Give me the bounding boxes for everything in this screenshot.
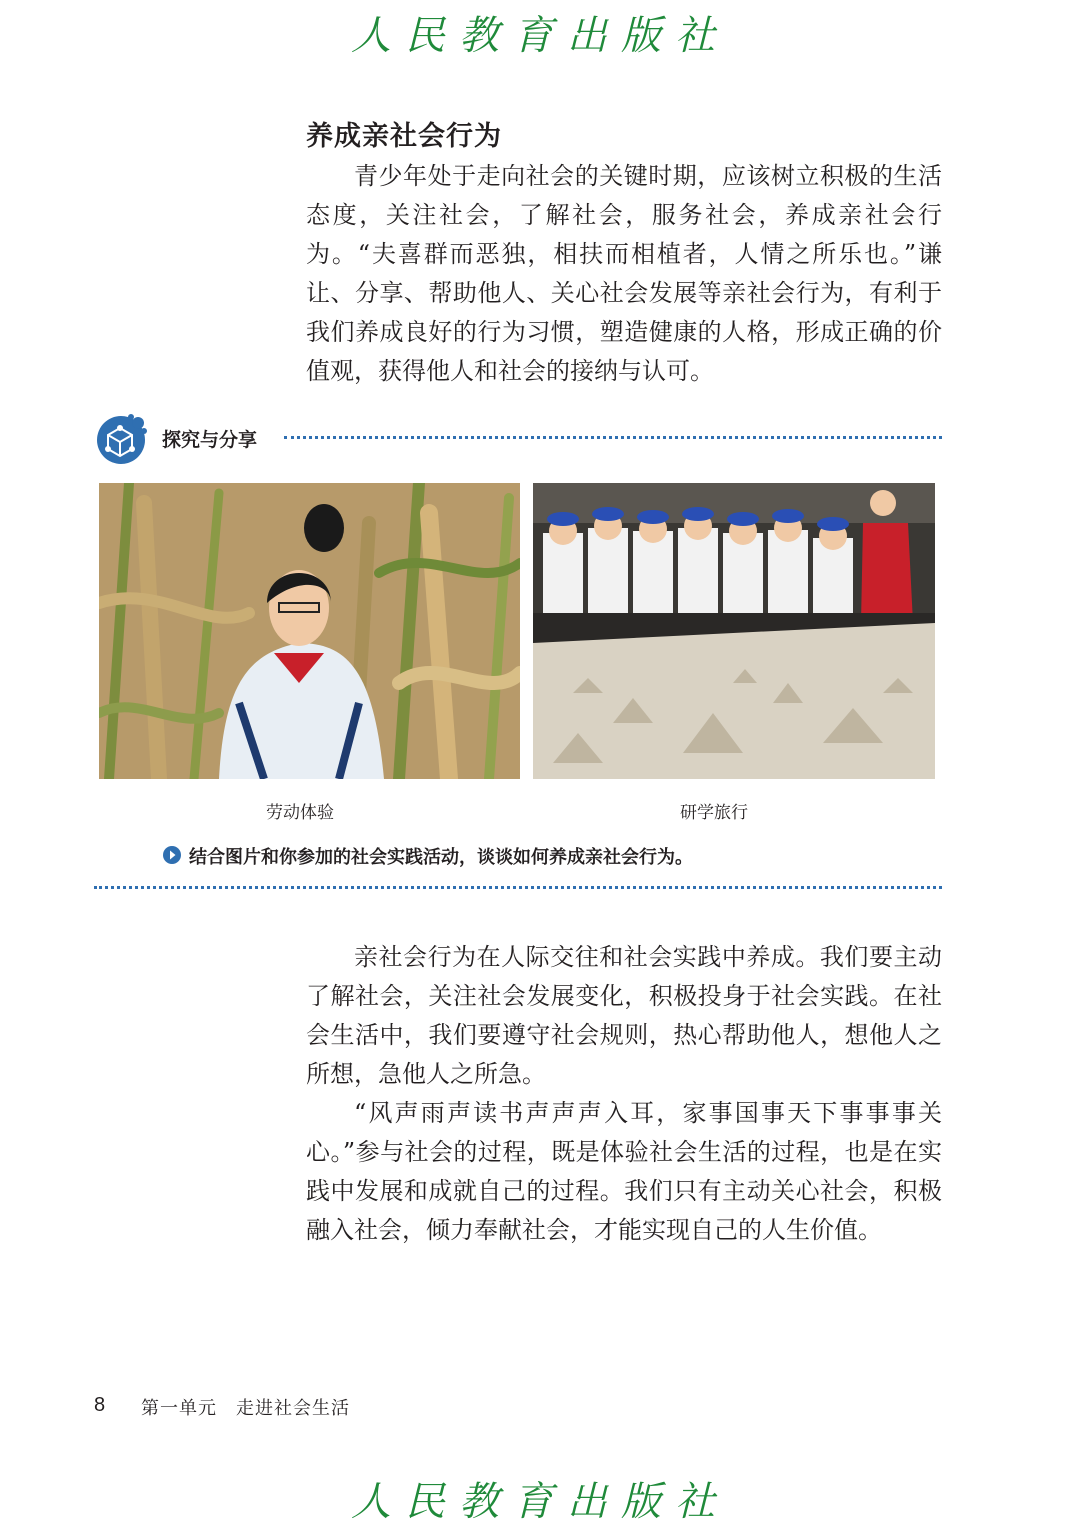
dotted-divider-top [284, 436, 942, 439]
discussion-question: 结合图片和你参加的社会实践活动，谈谈如何养成亲社会行为。 [189, 847, 693, 868]
body-paragraph-1: 亲社会行为在人际交往和社会实践中养成。我们要主动了解社会，关注社会发展变化，积极投身于社会实践。在社会生活中，我们要遵守社会规则，热心帮助他人，想他人之所想，急他人之所急。 [306, 943, 942, 1088]
photo-caption-labor: 劳动体验 [266, 803, 334, 823]
unit-title: 第一单元 走进社会生活 [141, 1398, 350, 1419]
photo-labor-experience [99, 483, 520, 779]
publisher-logo-top: 人民教育出版社 [351, 13, 729, 59]
intro-paragraph: 青少年处于走向社会的关键时期，应该树立积极的生活态度，关注社会，了解社会，服务社会，养成亲社会行为。“夫喜群而恶独，相扶而相植者，人情之所乐也。”谦让、分享、帮助他人、关心社会发展等亲社会行为，有利于我们养成良好的行为习惯，塑造健康的人格，形成正确的价值观，获得他人和社会的接纳与认可。 [306, 162, 942, 385]
photo-caption-study-tour: 研学旅行 [680, 803, 748, 823]
explore-section-label: 探究与分享 [162, 429, 258, 451]
section-title: 养成亲社会行为 [306, 121, 502, 152]
dotted-divider-bottom [94, 886, 942, 889]
explore-molecule-icon [94, 411, 148, 465]
publisher-logo-bottom: 人民教育出版社 [351, 1479, 729, 1525]
play-arrow-icon [163, 846, 181, 864]
photo-study-tour [533, 483, 935, 779]
body-paragraph-2: “风声雨声读书声声声入耳，家事国事天下事事事关心。”参与社会的过程，既是体验社会生活的过程，也是在实践中发展和成就自己的过程。我们只有主动关心社会，积极融入社会，倾力奉献社会，才能实现自己的人生价值。 [306, 1099, 942, 1244]
page-number: 8 [94, 1394, 106, 1416]
